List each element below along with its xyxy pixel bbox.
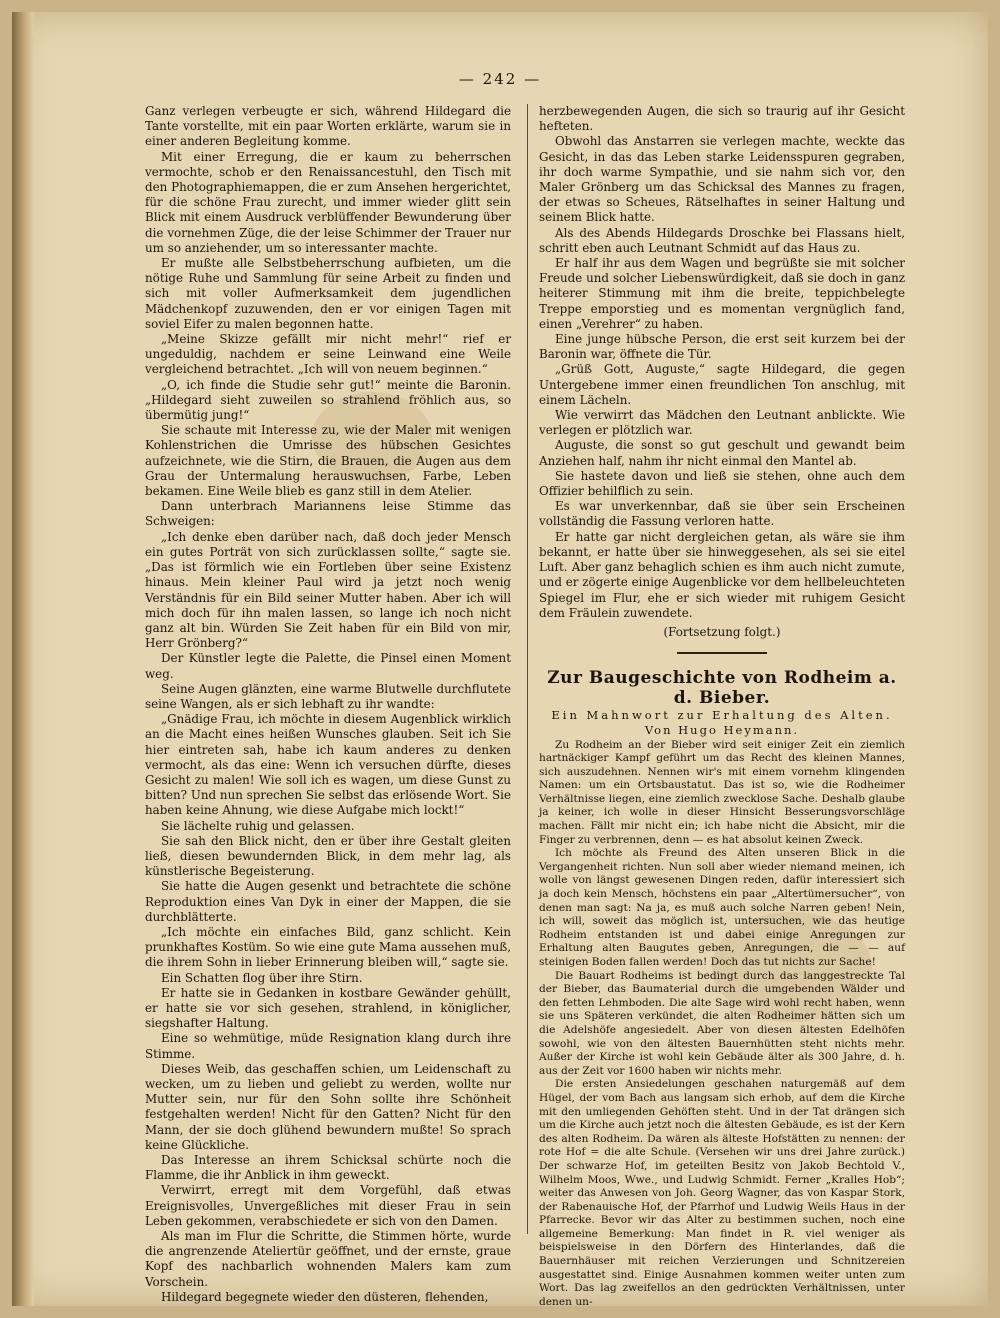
paragraph: herzbewegenden Augen, die sich so traurig auf ihr Gesicht hefteten. [539, 104, 905, 134]
paragraph: Mit einer Erregung, die er kaum zu beherrschen vermochte, schob er den Renaissancestuhl, den Tisch mit den Photographiemappen, die er zum Ansehen hergerichtet, für die schöne Frau zurecht, und immer wieder glitt sein Blick mit einem Ausdruck verblüffender Bewunderung über die vornehmen Züge, die der leise Schimmer der Trauer nur um so anziehender, um so interessanter machte. [145, 149, 511, 255]
column-divider [527, 104, 528, 1234]
paragraph: „Gnädige Frau, ich möchte in diesem Augenblick wirklich an die Macht eines heißen Wunsches glauben. Seit ich Sie hier eintreten sah, habe ich kaum anderes zu denken vermocht, als das eine: Wenn ich versuchen dürfte, dieses Gesicht zu malen! Wie soll ich es wagen, um diese Gunst zu bitten? Und nun sprechen Sie selbst das erlösende Wort. Sie haben keine Ahnung, wie diese Aufgabe mich lockt!“ [145, 712, 511, 818]
paragraph: „Ich möchte ein einfaches Bild, ganz schlicht. Kein prunkhaftes Kostüm. So wie eine gute Mama aussehen muß, die ihrem Sohn in lieber Erinnerung bleiben will,“ sagte sie. [145, 924, 512, 970]
paragraph: Sie hatte die Augen gesenkt und betrachtete die schöne Reproduktion eines Van Dyk in einer der Mappen, die sie durchblätterte. [145, 879, 511, 924]
paragraph: Ein Schatten flog über ihre Stirn. [161, 970, 363, 985]
paragraph: Eine so wehmütige, müde Resignation klang durch ihre Stimme. [145, 1031, 511, 1061]
paragraph: Es war unverkennbar, daß sie über sein Erscheinen vollständig die Fassung verloren hatte. [539, 499, 905, 529]
paragraph: Auguste, die sonst so gut geschult und gewandt beim Anziehen half, nahm ihr nicht einmal den Mantel ab. [539, 438, 905, 468]
paragraph: Hildegard begegnete wieder den düsteren, flehenden, [161, 1289, 489, 1304]
article-subtitle: Ein Mahnwort zur Erhaltung des Alten. [551, 708, 893, 723]
paragraph: Sie hastete davon und ließ sie stehen, ohne auch dem Offizier behilflich zu sein. [539, 468, 905, 499]
page-number: — 242 — [458, 70, 542, 88]
paragraph: Obwohl das Anstarren sie verlegen machte, weckte das Gesicht, in das das Leben starke Leidensspuren gegraben, ihr doch warme Sympathie, und sie nahm sich vor, den Maler Grönberg um das Schicksal des Mannes zu fragen, der etwas so Scheues, Rätselhaftes in seiner Haltung und seinem Blick hatte. [539, 134, 905, 225]
paragraph: Die ersten Ansiedelungen geschahen naturgemäß auf dem Hügel, der vom Bach aus langsam sich erhob, auf dem die Kirche mit den umliegenden Gehöften steht. Und in der Tat drängen sich um die Kirche auch jetzt noch die ältesten Gebäude, es ist der Kern des alten Rodheim. Da wären als älteste Hofstätten zu nennen: der rote Hof = die alte Schule. (Versehen wir uns drei Jahre zurück.) Der schwarze Hof, im geteilten Besitz von Jakob Bechtold V., Wilhelm Moos, Wwe., und Ludwig Schmidt. Ferner „Kralles Hob“; weiter das Anwesen von Joh. Georg Wagner, das von Kaspar Stork, der Rabenauische Hof, der Pfarrhof und Ludwig Weils Haus in der Pfarrecke. Bevor wir das Alter zu bestimmen suchen, noch eine allgemeine Bemerkung: Man findet in R. viel weniger als beispielsweise in den Dörfern des Hinterlandes, daß die Bauernhäuser mit reichen Verzierungen und Schnitzereien ausgestattet sind. Einige Ausnahmen kommen weiter unten zum Wort. Das lag zweifellos an den gedrückten Verhältnissen, unter denen un- [539, 1078, 905, 1308]
paragraph: Sie sah den Blick nicht, den er über ihre Gestalt gleiten ließ, diesen bewundernden Blick, in dem mehr lag, als künstlerische Begeisterung. [145, 833, 511, 879]
paragraph: Dann unterbrach Mariannens leise Stimme das Schweigen: [145, 499, 511, 529]
right-column [539, 104, 905, 1309]
paragraph: Sie lächelte ruhig und gelassen. [161, 818, 355, 833]
article-body [539, 739, 905, 1310]
paragraph: Ich möchte als Freund des Alten unseren Blick in die Vergangenheit richten. Nun soll aber wieder niemand meinen, ich wolle von längst gewesenen Dingen reden, dafür interessiert sich ja doch kein Mensch, höchstens ein paar „Altertümersucher“, von denen man sagt: Na ja, es muß auch solche Narren geben! Nein, ich will, soweit das möglich ist, untersuchen, wie das heutige Rodheim entstanden ist und dabei einige Anregungen zur Erhaltung alten Baugutes geben, Anregungen, die — — auf steinigen Boden fallen werden! Doch das tut nichts zur Sache! [539, 847, 905, 969]
paragraph: Als man im Flur die Schritte, die Stimmen hörte, wurde die angrenzende Ateliertür geöffnet, und der ernste, graue Kopf des nachbarlich wohnenden Malers kam zum Vorschein. [145, 1229, 511, 1289]
article-title: Zur Baugeschichte von Rodheim a. d. Bieber. [547, 668, 897, 709]
paragraph: Der Künstler legte die Palette, die Pinsel einen Moment weg. [145, 651, 511, 681]
paragraph: Er hatte sie in Gedanken in kostbare Gewänder gehüllt, er hatte sie vor sich gesehen, strahlend, in königlicher, siegshafter Haltung. [145, 985, 511, 1031]
paragraph: Die Bauart Rodheims ist bedingt durch das langgestreckte Tal der Bieber, das Baumaterial durch die umgebenden Wälder und den fetten Lehmboden. Die alte Sage wird wohl recht haben, wenn sie uns Späteren verkündet, die alten Rodheimer hätten sich um die Adelshöfe angesiedelt. Aber von diesen ältesten Edelhöfen sowohl, wie von den ältesten Bauernhütten steht nichts mehr. Außer der Kirche ist wohl kein Gebäude älter als 300 Jahre, d. h. aus der Zeit vor 1600 haben wir nichts mehr. [539, 969, 905, 1077]
paragraph: Das Interesse an ihrem Schicksal schürte noch die Flamme, die ihr Anblick in ihm geweckt. [145, 1153, 511, 1183]
paragraph: Er mußte alle Selbstbeherrschung aufbieten, um die nötige Ruhe und Sammlung für seine Arbeit zu finden und sich mit voller Aufmerksamkeit dem jugendlichen Mädchenkopf zuzuwenden, den er vor einigen Tagen mit soviel Eifer zu malen begonnen hatte. [145, 256, 511, 331]
left-column [145, 104, 511, 1305]
paragraph: Zu Rodheim an der Bieber wird seit einiger Zeit ein ziemlich hartnäckiger Kampf geführt um das Recht des kleinen Mannes, sich auszudehnen. Nennen wir's mit einem vornehm klingenden Namen: um ein Ortsbaustatut. Das ist so, wie die Rodheimer Verhältnisse liegen, eine ziemlich zwecklose Sache. Deshalb glaube ja keiner, ich wolle in dieser Hinsicht Besserungsvorschläge machen. Fällt mir nicht ein; ich habe nicht die Absicht, mir die Finger zu verbrennen, denn — es hat absolut keinen Zweck. [539, 738, 905, 846]
paragraph: Dieses Weib, das geschaffen schien, um Leidenschaft zu wecken, um zu lieben und geliebt zu werden, wollte nur Mutter sein, nur für den Sohn sollte ihre Schönheit festgehalten werden! Nicht für den Gatten? Nicht für den Mann, der sie doch glühend bewundern mußte! So sprach keine Glückliche. [145, 1061, 511, 1152]
paragraph: Er half ihr aus dem Wagen und begrüßte sie mit solcher Freude und solcher Liebenswürdigkeit, daß sie doch in ganz heiterer Stimmung mit ihm die breite, teppichbelegte Treppe emporstieg und es momentan vergnüglich fand, einen „Verehrer“ zu haben. [539, 256, 905, 331]
paragraph: „Grüß Gott, Auguste,“ sagte Hildegard, die gegen Untergebene immer einen freundlichen Ton anschlug, mit einem Lächeln. [539, 362, 905, 407]
newspaper-page [12, 12, 988, 1306]
paragraph: Seine Augen glänzten, eine warme Blutwelle durchflutete seine Wangen, als er sich lebhaft zu ihr wandte: [145, 681, 511, 711]
section-divider [677, 652, 767, 654]
paragraph: Wie verwirrt das Mädchen den Leutnant anblickte. Wie verlegen er plötzlich war. [539, 408, 905, 438]
paragraph: „Ich denke eben darüber nach, daß doch jeder Mensch ein gutes Porträt von sich zurücklassen sollte,“ sagte sie. „Das ist förmlich wie ein Fortleben über seine Existenz hinaus. Mein kleiner Paul wird ja jetzt noch wenig Verständnis für ein Bild seiner Mutter haben. Aber ich will mich doch für ihn malen lassen, so lange ich noch nicht ganz alt bin. Würden Sie Zeit haben für ein Bild von mir, Herr Grönberg?“ [145, 529, 511, 651]
paragraph: Sie schaute mit Interesse zu, wie der Maler mit wenigen Kohlenstrichen die Umrisse des hübschen Gesichtes aufzeichnete, wie die Stirn, die Brauen, die Augen aus dem Grau der Untermalung herauswuchsen, Farbe, Leben bekamen. Eine Weile blieb es ganz still in dem Atelier. [145, 423, 511, 499]
binding-gutter [12, 12, 34, 1306]
paragraph: Eine junge hübsche Person, die erst seit kurzem bei der Baronin war, öffnete die Tür. [539, 332, 905, 362]
paragraph: Ganz verlegen verbeugte er sich, während Hildegard die Tante vorstellte, mit ein paar Worten erklärte, warum sie in einer anderen Begleitung komme. [145, 104, 511, 149]
article-author: Von Hugo Heymann. [644, 723, 800, 738]
paragraph: Als des Abends Hildegards Droschke bei Flassans hielt, schritt eben auch Leutnant Schmidt auf das Haus zu. [539, 225, 905, 255]
paragraph: „O, ich finde die Studie sehr gut!“ meinte die Baronin. „Hildegard sieht zuweilen so strahlend fröhlich aus, so übermütig jung!“ [145, 377, 511, 423]
paragraph: Verwirrt, erregt mit dem Vorgefühl, daß etwas Ereignisvolles, Unvergeßliches mit dieser Frau in sein Leben gekommen, verabschiedete er sich von den Damen. [145, 1183, 511, 1228]
continued-note: (Fortsetzung folgt.) [663, 624, 781, 639]
paragraph: Er hatte gar nicht dergleichen getan, als wäre sie ihm bekannt, er hatte über sie hinweggesehen, als sei sie eitel Luft. Aber ganz behaglich schien es ihm auch nicht zumute, und er zögerte einige Augenblicke vor dem hellbeleuchteten Spiegel im Flur, ehe er sich wieder mit ruhigem Gesicht dem Fräulein zuwendete. [539, 529, 905, 620]
paragraph: „Meine Skizze gefällt mir nicht mehr!“ rief er ungeduldig, nachdem er seine Leinwand eine Weile vergleichend betrachtet. „Ich will von neuem beginnen.“ [145, 332, 511, 377]
